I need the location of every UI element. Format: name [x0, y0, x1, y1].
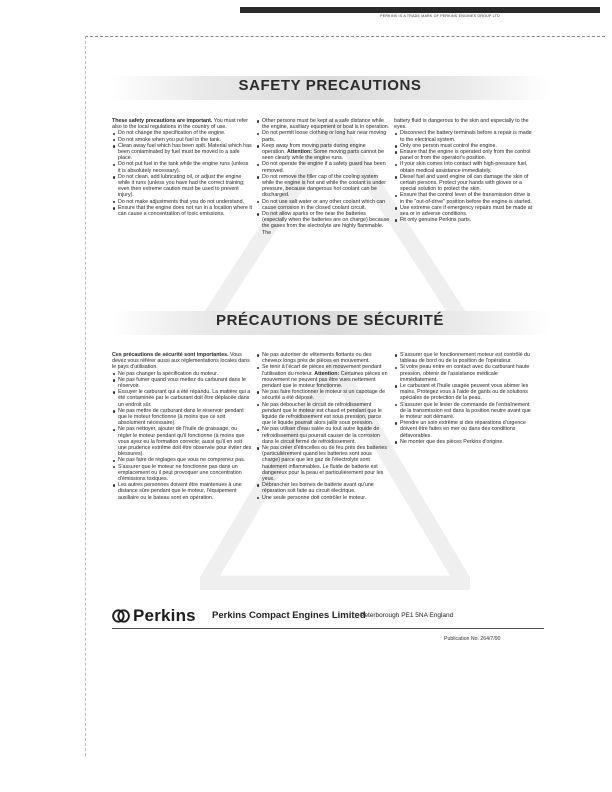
precaution-item: Le carburant et l'huile usagée peuvent vous abimer les mains. Protegez vous à l'aide de gants ou de solutions spéciales de protection de la peau. — [394, 383, 534, 402]
precaution-item: Disconnect the battery terminals before a repair is made to the electrical system. — [394, 130, 534, 142]
precaution-item: Ne pas fumer quand vous mettez du carburant dans le réservoir. — [112, 377, 252, 389]
precaution-list — [394, 352, 534, 445]
precaution-item: Ensure that the engine is operated only from the control panel or from the operator's position. — [394, 149, 534, 161]
precaution-item: battery fluid is dangerous to the skin and especially to the eyes. — [394, 118, 529, 131]
precaution-list — [256, 352, 390, 501]
precaution-item: Ensure that the engine does not run in a location where it can cause a concentration of toxic emissions. — [112, 205, 252, 217]
precaution-item: Ne monter que des pièces Perkins d'origine. — [394, 439, 534, 445]
french-title: PRÉCAUTIONS DE SÉCURITÉ — [216, 312, 444, 329]
precaution-list — [394, 118, 534, 223]
precaution-item: Si votre peau entre en contact avec du carburant haute pression, obtenir de l'assistance médicale immédiatement. — [394, 364, 534, 383]
precaution-item: Les autres personnes doivent être maintenues à une distance sûre pendant que le moteur, l'équipement auxiliaire ou le bateau sont en opération. — [112, 482, 252, 501]
precaution-item: Ne pas faire fonctionner le moteur si un capotage de sécurité a été déposé. — [256, 389, 390, 401]
precaution-item: Ne pas mettre de carburant dans le réservoir pendant que le moteur fonctionne (à moins que ce soit absolument nécessaire). — [112, 408, 252, 427]
top-black-bar — [240, 7, 600, 13]
english-column-1 — [112, 118, 252, 217]
precaution-item: Prendre un soin extrême si des réparations d'urgence doivent être faites en mer ou dans des conditions défavorables. — [394, 420, 534, 439]
dashed-cut-line-top — [85, 36, 605, 37]
company-name: Perkins Compact Engines Limited — [212, 610, 366, 621]
precaution-item: Ensure that the control lever of the transmission drive is in the "out-of-drive" position before the engine is started. — [394, 192, 534, 204]
english-column-2 — [256, 118, 390, 236]
precaution-item: Do not allow sparks or fire near the batteries (especially when the batteries are on charge) because the gases from the electrolyte are highly flammable. The — [256, 211, 390, 236]
precaution-item: Do not change the specification of the engine. — [112, 130, 252, 136]
precaution-item: Do not remove the filler cap of the cooling system while the engine is hot and while the coolant is under pressure, because dangerous hot coolant can be discharged. — [256, 174, 390, 199]
english-column-3 — [394, 118, 534, 223]
precaution-item: Ne pas nettoyer, ajouter de l'huile de graissage, ou régler le moteur pendant qu'il fonctionne (à moins que vous ayez eu la formation correcte; aussi qu'il en soit une prudence extrême doit être observée pour éviter des blessures). — [112, 426, 252, 457]
perkins-logo-icon — [112, 609, 130, 623]
precaution-item: Do not smoke when you put fuel in the tank. — [112, 137, 252, 143]
precaution-list — [256, 118, 390, 236]
french-column-1 — [112, 352, 252, 501]
publication-number: Publication No. 264/7/90 — [444, 636, 501, 642]
precaution-item: Une seule personne doit contrôler le moteur. — [256, 495, 390, 501]
precaution-item: Do not use salt water or any other coolant which can cause corrosion in the closed coolant circuit. — [256, 199, 390, 211]
precaution-item: Do not operate the engine if a safety guard has been removed. — [256, 161, 390, 173]
precaution-item: Clean away fuel which has been spilt. Material which has been contaminated by fuel must be moved to a safe place. — [112, 143, 252, 162]
precaution-item: Use extreme care if emergency repairs must be made at sea or in adverse conditions. — [394, 205, 534, 217]
intro-paragraph — [112, 352, 252, 371]
precaution-item: Diesel fuel and used engine oil can damage the skin of certain persons. Protect your hands with gloves or a special solution to protect the skin. — [394, 174, 534, 193]
trademark-note: PERKINS IS A TRADE MARK OF PERKINS ENGINES GROUP LTD — [380, 14, 500, 18]
intro-text: Vous devez vous référer aussi aux réglementations locales dans le pays d'utilisation. — [112, 352, 250, 371]
precaution-item: Débrancher les bornes de batterie avant qu'une réparation soit faite au circuit électrique. — [256, 482, 390, 494]
intro-paragraph — [112, 118, 252, 130]
precaution-item: Se tenir à l'écart de pièces en mouvement pendant l'utilisation du moteur. Attention: Certaines pièces en mouvement ne peuvent pas être vues nettement pendant que le moteur fonctionne. — [256, 364, 390, 389]
precaution-item: If your skin comes into contact with high-pressure fuel, obtain medical assistance immediately. — [394, 161, 534, 173]
perkins-logo-text: Perkins — [133, 606, 196, 625]
precaution-item: Essuyer le carburant qui a été répandu. La matière qui a été contaminée par le carburant doit être déplacée dans un endroit sûr. — [112, 389, 252, 408]
precaution-item: Ne pas créer d'étincelles ou de feu près des batteries (particulièrement quand les batteries sont sous charge) parce que les gaz de l'électrolyte sont hautement inflammables. Le fluide de batterie est dangereux pour la peau et particulièrement pour les yeux. — [256, 445, 390, 482]
precaution-item: Fit only genuine Perkins parts. — [394, 217, 534, 223]
precaution-item: Do not make adjustments that you do not understand. — [112, 199, 252, 205]
french-column-2 — [256, 352, 390, 501]
precaution-item: S'assurer que le fonctionnement moteur est contrôlé du tableau de bord ou de la position de l'opérateur. — [394, 352, 534, 364]
precaution-list — [112, 371, 252, 501]
precaution-item: Do not clean, add lubricating oil, or adjust the engine while it runs (unless you have had the correct training; even then extreme caution must be used to prevent injury). — [112, 174, 252, 199]
precaution-item: Keep away from moving parts during engine operation. Attention: Some moving parts cannot be seen clearly while the engine runs. — [256, 143, 390, 162]
intro-text: You must refer also to the local regulations in the country of use. — [112, 118, 249, 131]
precaution-item: Other persons must be kept at a safe distance while the engine, auxiliary equipment or boat is in operation. — [256, 118, 390, 130]
precaution-item: Ne pas faire de réglages que vous ne comprenez pas. — [112, 457, 252, 463]
perkins-logo — [112, 605, 196, 627]
company-address: Peterborough PE1 5NA England — [360, 612, 454, 619]
precaution-item: Do not put fuel in the tank while the engine runs (unless it is absolutely necessary). — [112, 161, 252, 173]
precaution-list — [112, 130, 252, 217]
french-column-3 — [394, 352, 534, 445]
footer-rule — [112, 628, 544, 629]
precaution-item: Do not permit loose clothing or long hair near moving parts. — [256, 130, 390, 142]
precaution-item: S'assurer que le levier de commande de l'entraînement de la transmission est dans la position neutre avant que le moteur soit démarré. — [394, 402, 534, 421]
precaution-item: S'assurer que le moteur ne fonctionne pas dans un emplacement ou il peut provoquer une concentration d'émissions toxiques. — [112, 464, 252, 483]
precaution-item: Ne pas déboucher le circuit de refroidissement pendant que le moteur est chaud et pendant que le liquide de refroidissement est sous pression, parce que le liquide pourrait alors jaillir sous pression. — [256, 402, 390, 427]
precaution-item: Ne pas utiliser d'eau salée ou tout autre liquide de refroidissement qui pourrait causer de la corrosion dans le circuit fermé de refroidissement. — [256, 426, 390, 445]
precaution-item: Only one person must control the engine. — [394, 143, 534, 149]
intro-bold: Ces précautions de sécurité sont importantes. — [112, 352, 229, 358]
precaution-item: Ne pas changer la spécification du moteur. — [112, 371, 252, 377]
precaution-item: Ne pas autoriser de vêtements flottants ou des cheveux longs près de pièces en mouvement. — [256, 352, 390, 364]
dashed-cut-line-left — [85, 36, 86, 756]
intro-bold: These safety precautions are important. — [112, 118, 213, 124]
english-title: SAFETY PRECAUTIONS — [238, 77, 422, 94]
